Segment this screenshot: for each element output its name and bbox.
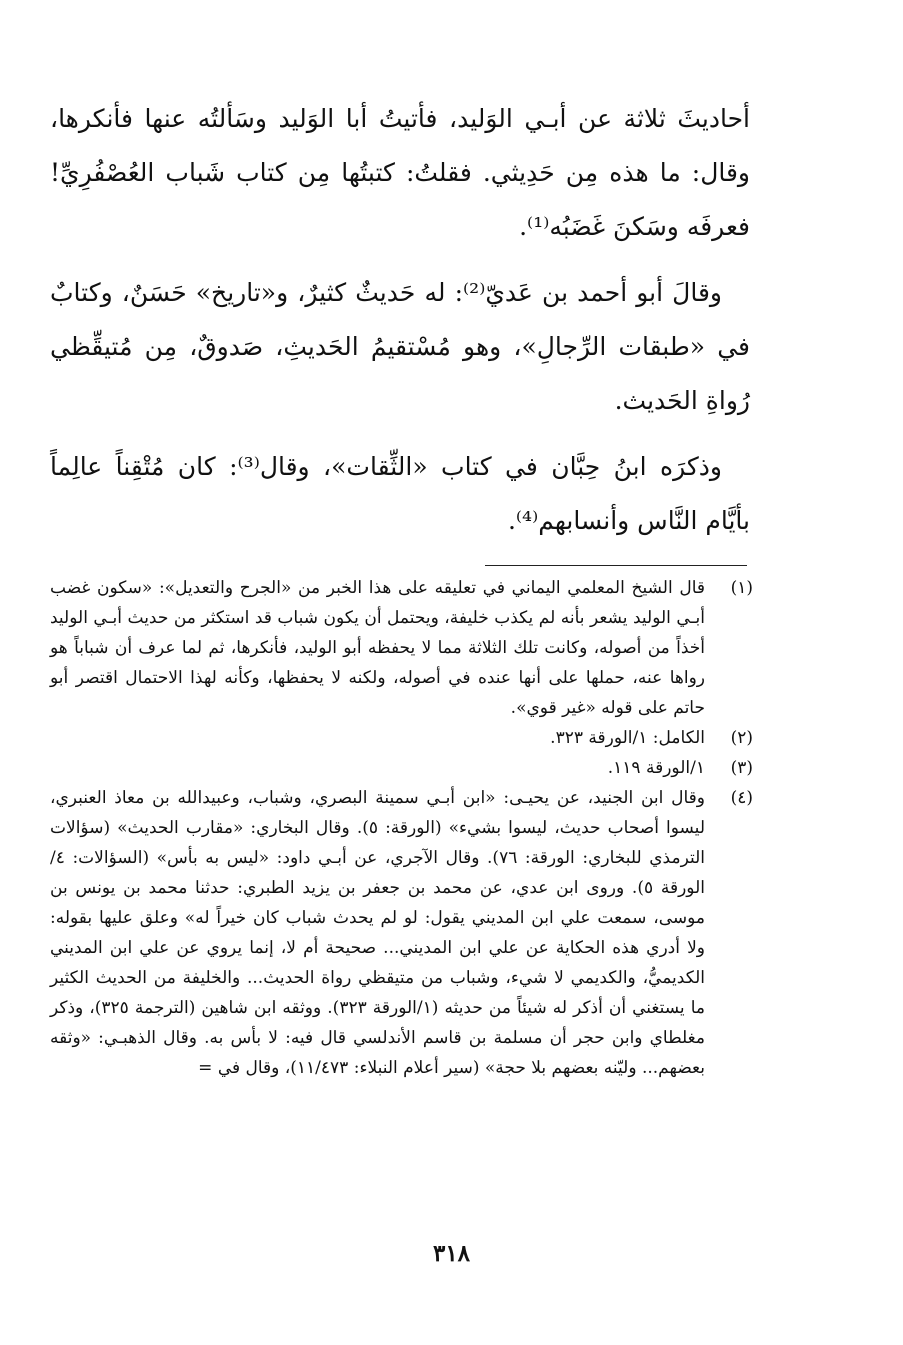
footnote-number: (١): [730, 578, 753, 598]
paragraph-2: وقالَ أبو أحمد بن عَديّ⁽²⁾: له حَديثٌ كثيرٌ، و«تاريخ» حَسَنٌ، وكتابٌ في «طبقات الرِّجالِ»، وهو مُسْتقيمُ الحَديثِ، صَدوقٌ، مِن مُتيقِّظي رُواةِ الحَديث.: [50, 278, 750, 415]
main-text: [50, 92, 750, 560]
footnotes: [50, 573, 753, 1083]
paragraph-1: أحاديثَ ثلاثة عن أبـي الوَليد، فأتيتُ أبا الوَليد وسَألتُه عنها فأنكرها، وقال: ما هذه مِن حَدِيثي. فقلتُ: كتبتُها مِن كتاب شَباب العُصْفُرِيِّ! فعرفَه وسَكنَ غَضَبُه⁽¹⁾.: [50, 104, 750, 241]
footnote-1: [50, 573, 753, 723]
footnote-text: وقال ابن الجنيد، عن يحيـى: «ابن أبـي سمينة البصري، وشباب، وعبيدالله بن معاذ العنبري، ليسوا أصحاب حديث، ليسوا بشيء» (الورقة: ٥). وقال البخاري: «مقارب الحديث» (سؤالات الترمذي للبخاري: الورقة: ٧٦). وقال الآجري، عن أبـي داود: «ليس به بأس» (السؤالات: ٤/الورقة ٥). وروى ابن عدي، عن محمد بن جعفر بن يزيد الطبري: حدثنا محمد بن يونس بن موسى، سمعت علي ابن المديني يقول: لو لم يحدث شباب كان خيراً له» وعلق عليها بقوله: ولا أدري هذه الحكاية عن علي ابن المديني... صحيحة أم لا، إنما يروي عن علي ابن المديني الكديميُّ، والكديمي لا شيء، وشباب من متيقظي رواة الحديث... والخليفة من الحديث الكثير ما يستغني أن أذكر له شيئاً من حديثه (١/الورقة ٣٢٣). ووثقه ابن شاهين (الترجمة ٣٢٥)، وذكر مغلطاي وابن حجر أن مسلمة بن قاسم الأندلسي قال فيه: لا بأس به. وقال الذهبـي: «وثقه بعضهم... وليّنه بعضهم بلا حجة» (سير أعلام النبلاء: ١١/٤٧٣)، وقال في =: [50, 788, 705, 1078]
footnote-text: ١/الورقة ١١٩.: [607, 758, 705, 778]
footnote-number: (٣): [730, 758, 753, 778]
footnote-text: قال الشيخ المعلمي اليماني في تعليقه على هذا الخبر من «الجرح والتعديل»: «سكون غضب أبـي الوليد يشعر بأنه لم يكذب خليفة، ويحتمل أن يكون شباب قد استكثر من حديث أبـي الوليد أخذاً من أصوله، وكانت تلك الثلاثة مما لا يحفظه أبو الوليد، فأنكرها، ثم لما عرف أن شباباً هو رواها عنه، حملها على أنها عنده في أصوله، ولكنه لا يحفظها، وكأنه لهذا الاحتمال اقتصر أبو حاتم على قوله «غير قوي».: [50, 578, 705, 718]
paragraph-3: وذكرَه ابنُ حِبَّان في كتاب «الثِّقات»، وقال⁽³⁾: كان مُتْقِناً عالِماً بأيَّام النَّاس وأنسابهم⁽⁴⁾.: [50, 452, 750, 535]
footnote-2: [50, 723, 753, 753]
footnote-3: [50, 753, 753, 783]
footnote-text: الكامل: ١/الورقة ٣٢٣.: [550, 728, 705, 748]
footnote-separator: [485, 565, 747, 566]
footnote-number: (٢): [730, 728, 753, 748]
footnote-number: (٤): [730, 788, 753, 808]
page-number: ٣١٨: [432, 1240, 471, 1267]
footnote-4: [50, 783, 753, 1083]
